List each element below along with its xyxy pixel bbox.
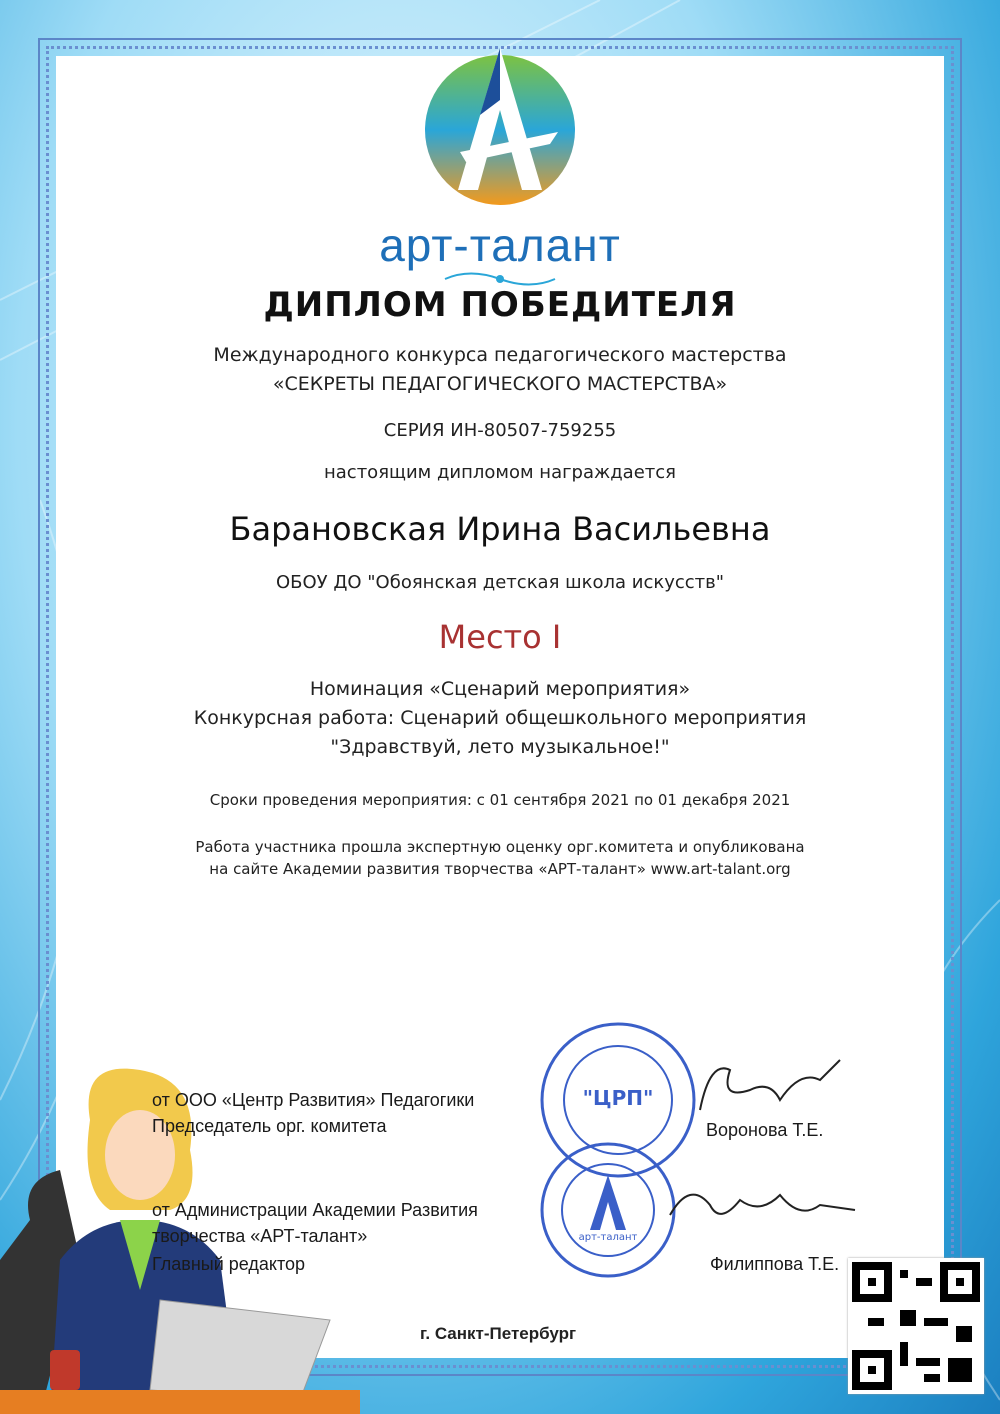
signer1-line-2: Председатель орг. комитета xyxy=(152,1116,387,1136)
signer2-line-1: от Администрации Академии Развития xyxy=(152,1200,478,1220)
work-title: "Здравствуй, лето музыкальное!" xyxy=(330,736,670,758)
note-line-1: Работа участника прошла экспертную оценку орг.комитета и опубликована xyxy=(195,838,805,856)
art-talant-logo xyxy=(420,40,580,205)
nomination: Номинация «Сценарий мероприятия» xyxy=(309,678,691,700)
note-line-2: на сайте Академии развития творчества «АРТ-талант» www.art-talant.org xyxy=(209,860,791,878)
awarded-text: настоящим дипломом награждается xyxy=(324,462,676,483)
place-award: Место I xyxy=(438,618,562,656)
signer1-line-1: от ООО «Центр Развития» Педагогики xyxy=(152,1090,475,1110)
stamp-crp-text: "ЦРП" xyxy=(582,1086,654,1110)
contest-line-2: «СЕКРЕТЫ ПЕДАГОГИЧЕСКОГО МАСТЕРСТВА» xyxy=(272,373,728,395)
qr-code xyxy=(848,1258,984,1394)
signature-filippova xyxy=(660,1175,860,1245)
series-number: СЕРИЯ ИН-80507-759255 xyxy=(383,420,617,441)
diploma-title: ДИПЛОМ ПОБЕДИТЕЛЯ xyxy=(263,285,737,325)
stamp-art-talant xyxy=(538,1140,678,1280)
signer2-line-3: Главный редактор xyxy=(152,1254,306,1274)
recipient-organization: ОБОУ ДО "Обоянская детская школа искусств" xyxy=(275,572,725,593)
recipient-name: Барановская Ирина Васильевна xyxy=(229,510,771,548)
city: г. Санкт-Петербург xyxy=(420,1324,577,1343)
signature-voronova xyxy=(690,1050,850,1130)
brand-name: арт-талант xyxy=(379,219,621,271)
stamp-art-talant-text: арт-талант xyxy=(578,1232,638,1243)
signer2-name: Филиппова Т.Е. xyxy=(710,1254,840,1274)
signer1-name: Воронова Т.Е. xyxy=(706,1120,824,1140)
event-dates: Сроки проведения мероприятия: с 01 сентября 2021 по 01 декабря 2021 xyxy=(209,791,791,809)
work-line: Конкурсная работа: Сценарий общешкольного мероприятия xyxy=(193,707,807,729)
signer2-line-2: творчества «АРТ-талант» xyxy=(152,1226,368,1246)
contest-line-1: Международного конкурса педагогического мастерства xyxy=(213,344,787,366)
